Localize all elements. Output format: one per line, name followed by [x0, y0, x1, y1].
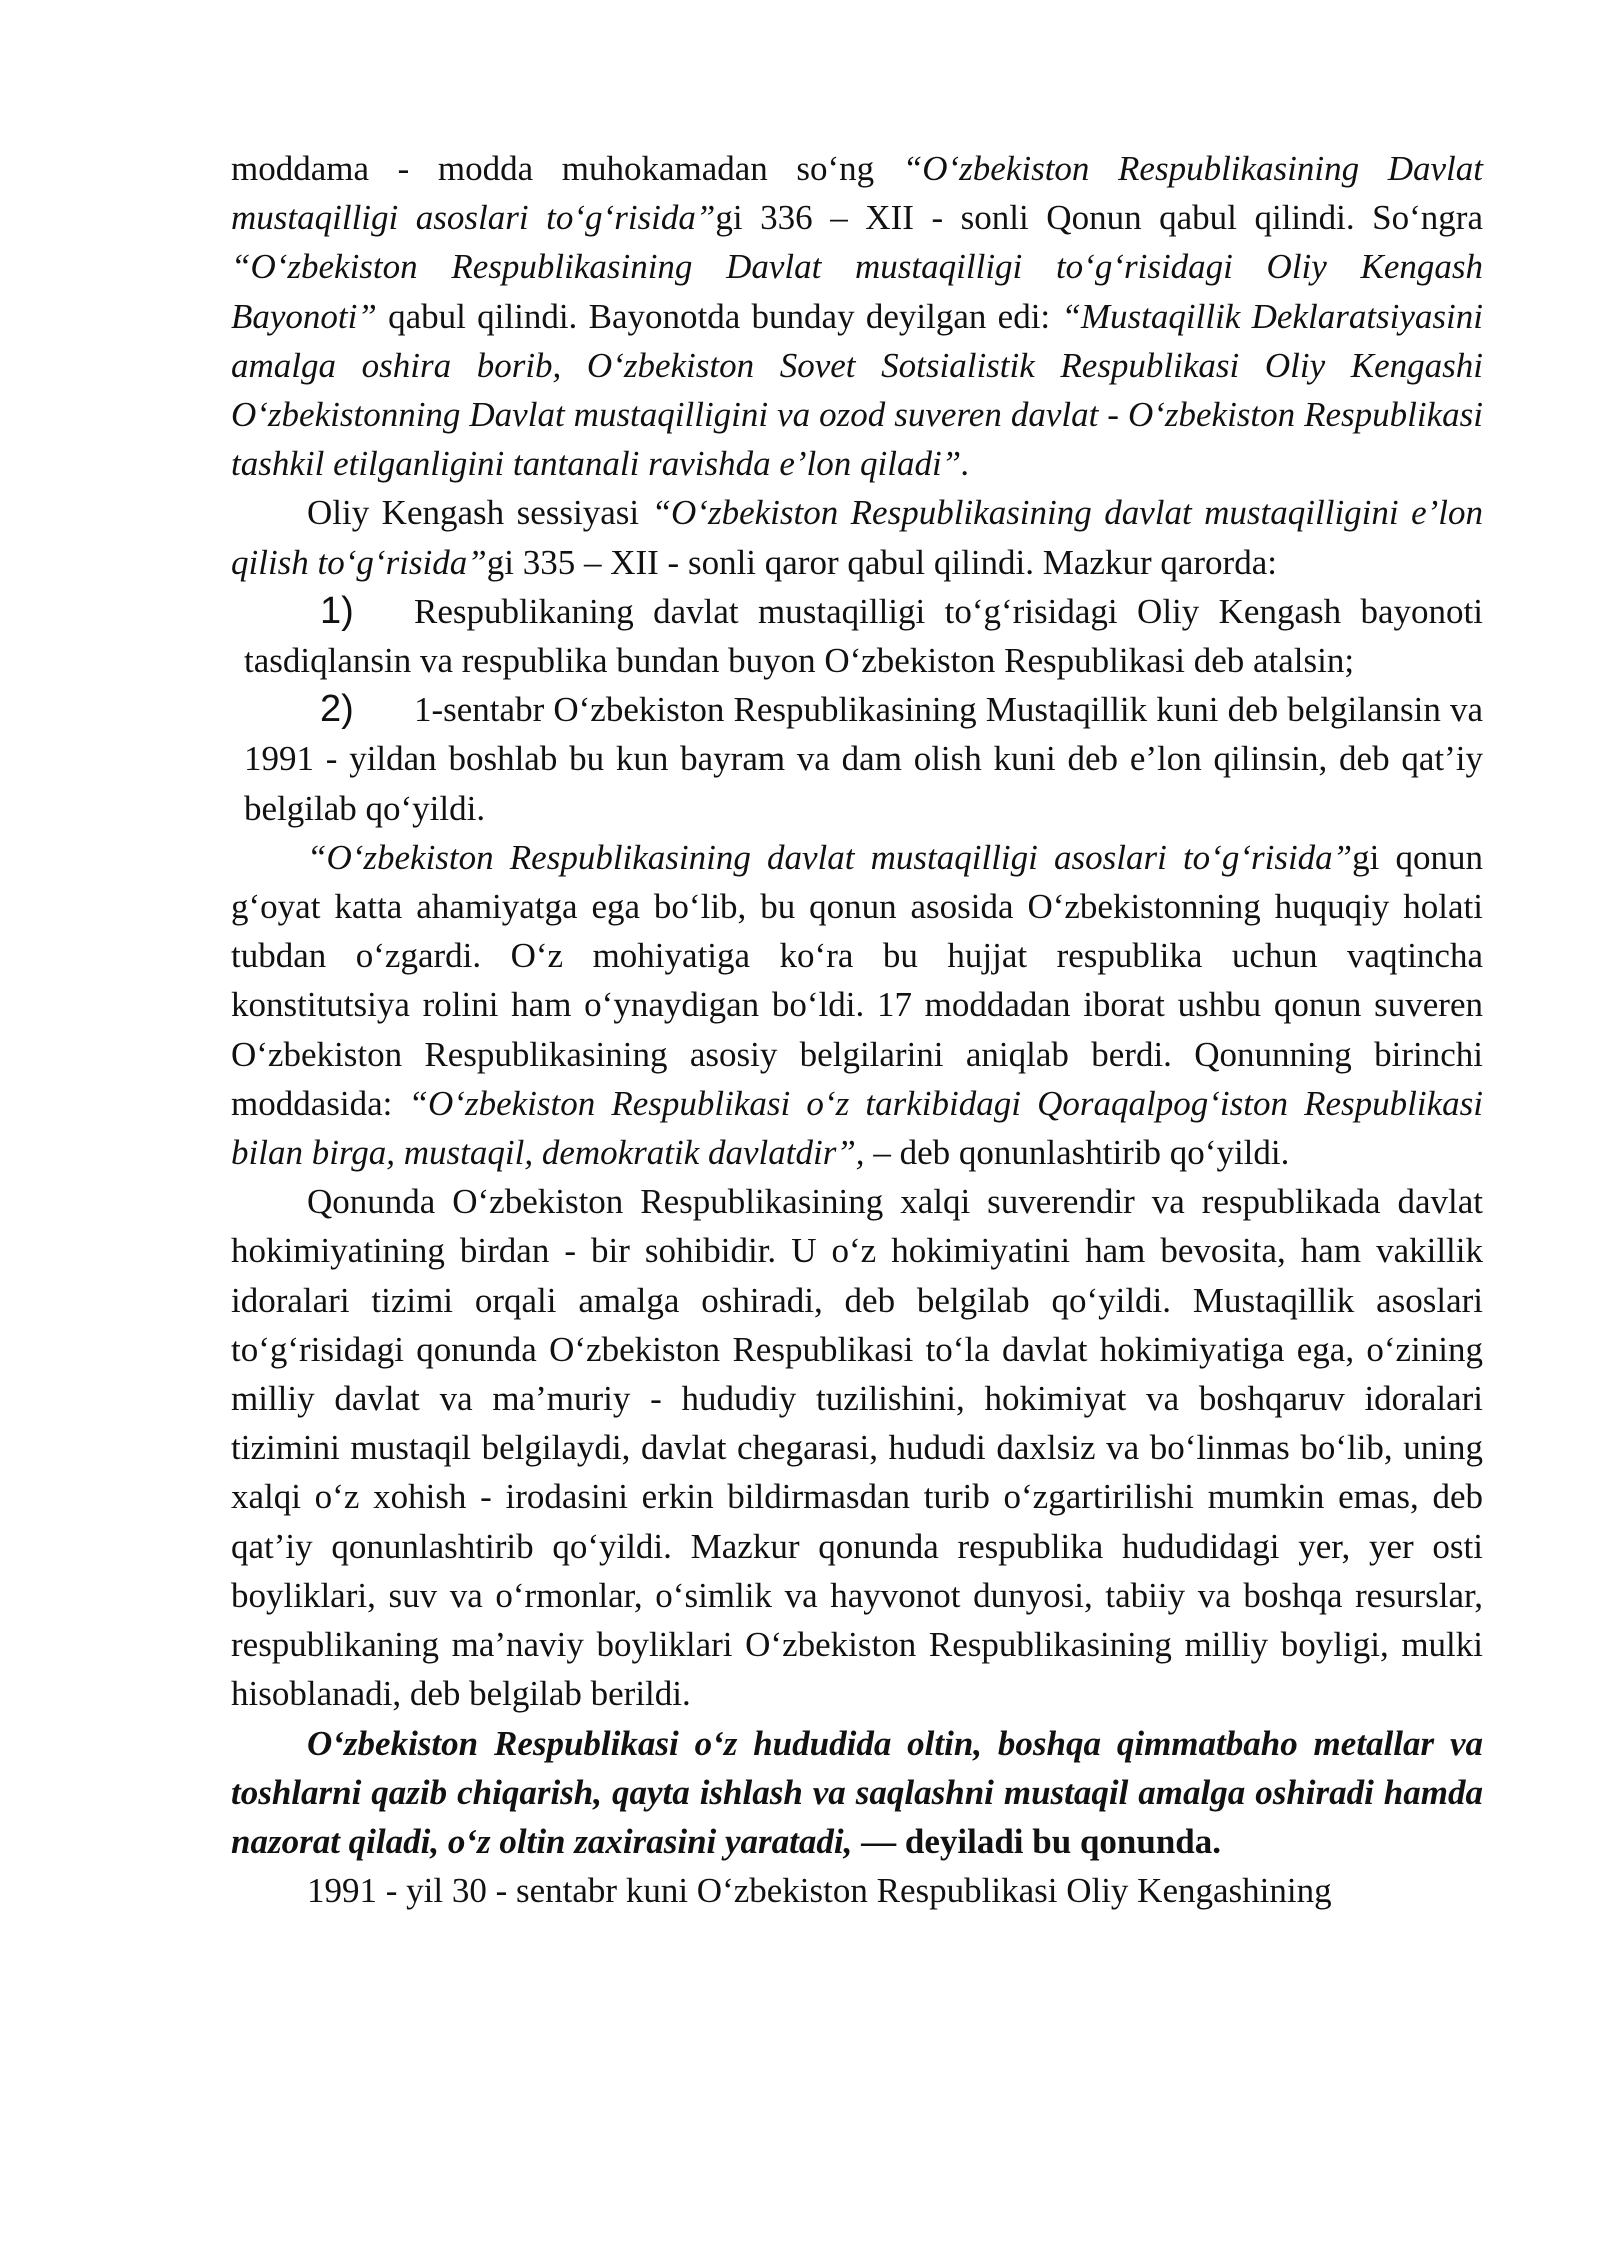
list-item-1	[244, 587, 1483, 685]
paragraph-5	[231, 1719, 1483, 1867]
p1-text-c: gi 336 – XII - sonli Qonun qabul qilindi. So‘ngra	[715, 198, 1483, 238]
p3-quote-law-title: “O‘zbekiston Respublikasining davlat mustaqilligi asoslari to‘g‘risida”	[307, 837, 1353, 877]
p2-text-c: gi 335 – XII - sonli qaror qabul qilindi. Mazkur qarorda:	[486, 542, 1277, 582]
paragraph-3	[231, 833, 1483, 1177]
p3-quote-first-article: “O‘zbekiston Respublikasi o‘z tarkibidagi Qoraqalpog‘iston Respublikasi bilan birga, mustaqil, demokratik davlatdir”,	[231, 1083, 1483, 1173]
p3-text-b: gi qonun g‘oyat katta ahamiyatga ega bo‘lib, bu qonun asosida O‘zbekistonning huquqiy holati tubdan o‘zgardi. O‘z mohiyatiga ko‘ra bu hujjat respublika uchun vaqtincha konstitutsiya rolini ham o‘ynaydigan bo‘ldi. 17 moddadan iborat ushbu qonun suveren O‘zbekiston Respublikasining asosiy belgilarini aniqlab berdi. Qonunning birinchi moddasida:	[231, 837, 1483, 1123]
p3-text-d: – deb qonunlashtirib qo‘yildi.	[873, 1133, 1290, 1173]
p1-text-a: moddama - modda muhokamadan so‘ng	[231, 149, 903, 188]
p5-bold-text: — deyiladi bu qonunda.	[852, 1821, 1222, 1861]
p1-quote-declaration-text: “Mustaqillik Deklaratsiyasini amalga oshira borib, O‘zbekiston Sovet Sotsialistik Respublikasi Oliy Kengashi O‘zbekistonning Davlat mustaqilligini va ozod suveren davlat - O‘zbekiston Respublikasi tashkil etilganligini tantanali ravishda e’lon qiladi”.	[231, 296, 1483, 484]
document-page	[231, 144, 1483, 1915]
p5-bold-italic-text: O‘zbekiston Respublikasi o‘z hududida oltin, boshqa qimmatbaho metallar va toshlarni qazib chiqarish, qayta ishlash va saqlashni mustaqil amalga oshiradi hamda nazorat qiladi, o‘z oltin zaxirasini yaratadi,	[231, 1723, 1483, 1861]
p1-quote-declaration-title: “O‘zbekiston Respublikasining Davlat mustaqilligi to‘g‘risidagi Oliy Kengash Bayonoti”	[231, 247, 1483, 336]
p6-text: 1991 - yil 30 - sentabr kuni O‘zbekiston Respublikasi Oliy Kengashining	[307, 1871, 1332, 1911]
p2-quote-resolution-title: “O‘zbekiston Respublikasining davlat mustaqilligini e’lon qilish to‘g‘risida”	[231, 493, 1483, 582]
list-item-1-text: Respublikaning davlat mustaqilligi to‘g‘risidagi Oliy Kengash bayonoti tasdiqlansin va respublika bundan buyon O‘zbekiston Respublikasi deb atalsin;	[244, 591, 1483, 681]
list-item-2-text: 1-sentabr O‘zbekiston Respublikasining Mustaqillik kuni deb belgilansin va 1991 - yildan boshlab bu kun bayram va dam olish kuni deb e’lon qilinsin, deb qat’iy belgilab qo‘yildi.	[244, 690, 1483, 828]
paragraph-1	[231, 144, 1483, 488]
paragraph-4	[231, 1177, 1483, 1718]
p2-text-a: Oliy Kengash sessiyasi	[307, 493, 652, 533]
p1-text-e: qabul qilindi. Bayonotda bunday deyilgan edi:	[376, 296, 1062, 336]
list-item-2-number: 2)	[320, 688, 354, 731]
paragraph-2	[231, 488, 1483, 586]
list-item-1-number: 1)	[320, 589, 354, 632]
list-item-2	[244, 685, 1483, 833]
p1-quote-law-title: “O‘zbekiston Respublikasining Davlat mustaqilligi asoslari to‘g‘risida”	[231, 149, 1483, 238]
paragraph-6	[231, 1866, 1483, 1915]
p4-text: Qonunda O‘zbekiston Respublikasining xalqi suverendir va respublikada davlat hokimiyatining birdan - bir sohibidir. U o‘z hokimiyatini ham bevosita, ham vakillik idoralari tizimi orqali amalga oshiradi, deb belgilab qo‘yildi. Mustaqillik asoslari to‘g‘risidagi qonunda O‘zbekiston Respublikasi to‘la davlat hokimiyatiga ega, o‘zining milliy davlat va ma’muriy - hududiy tuzilishini, hokimiyat va boshqaruv idoralari tizimini mustaqil belgilaydi, davlat chegarasi, hududi daxlsiz va bo‘linmas bo‘lib, uning xalqi o‘z xohish - irodasini erkin bildirmasdan turib o‘zgartirilishi mumkin emas, deb qat’iy qonunlashtirib qo‘yildi. Mazkur qonunda respublika hududidagi yer, yer osti boyliklari, suv va o‘rmonlar, o‘simlik va hayvonot dunyosi, tabiiy va boshqa resurslar, respublikaning ma’naviy boyliklari O‘zbekiston Respublikasining milliy boyligi, mulki hisoblanadi, deb belgilab berildi.	[231, 1182, 1483, 1714]
